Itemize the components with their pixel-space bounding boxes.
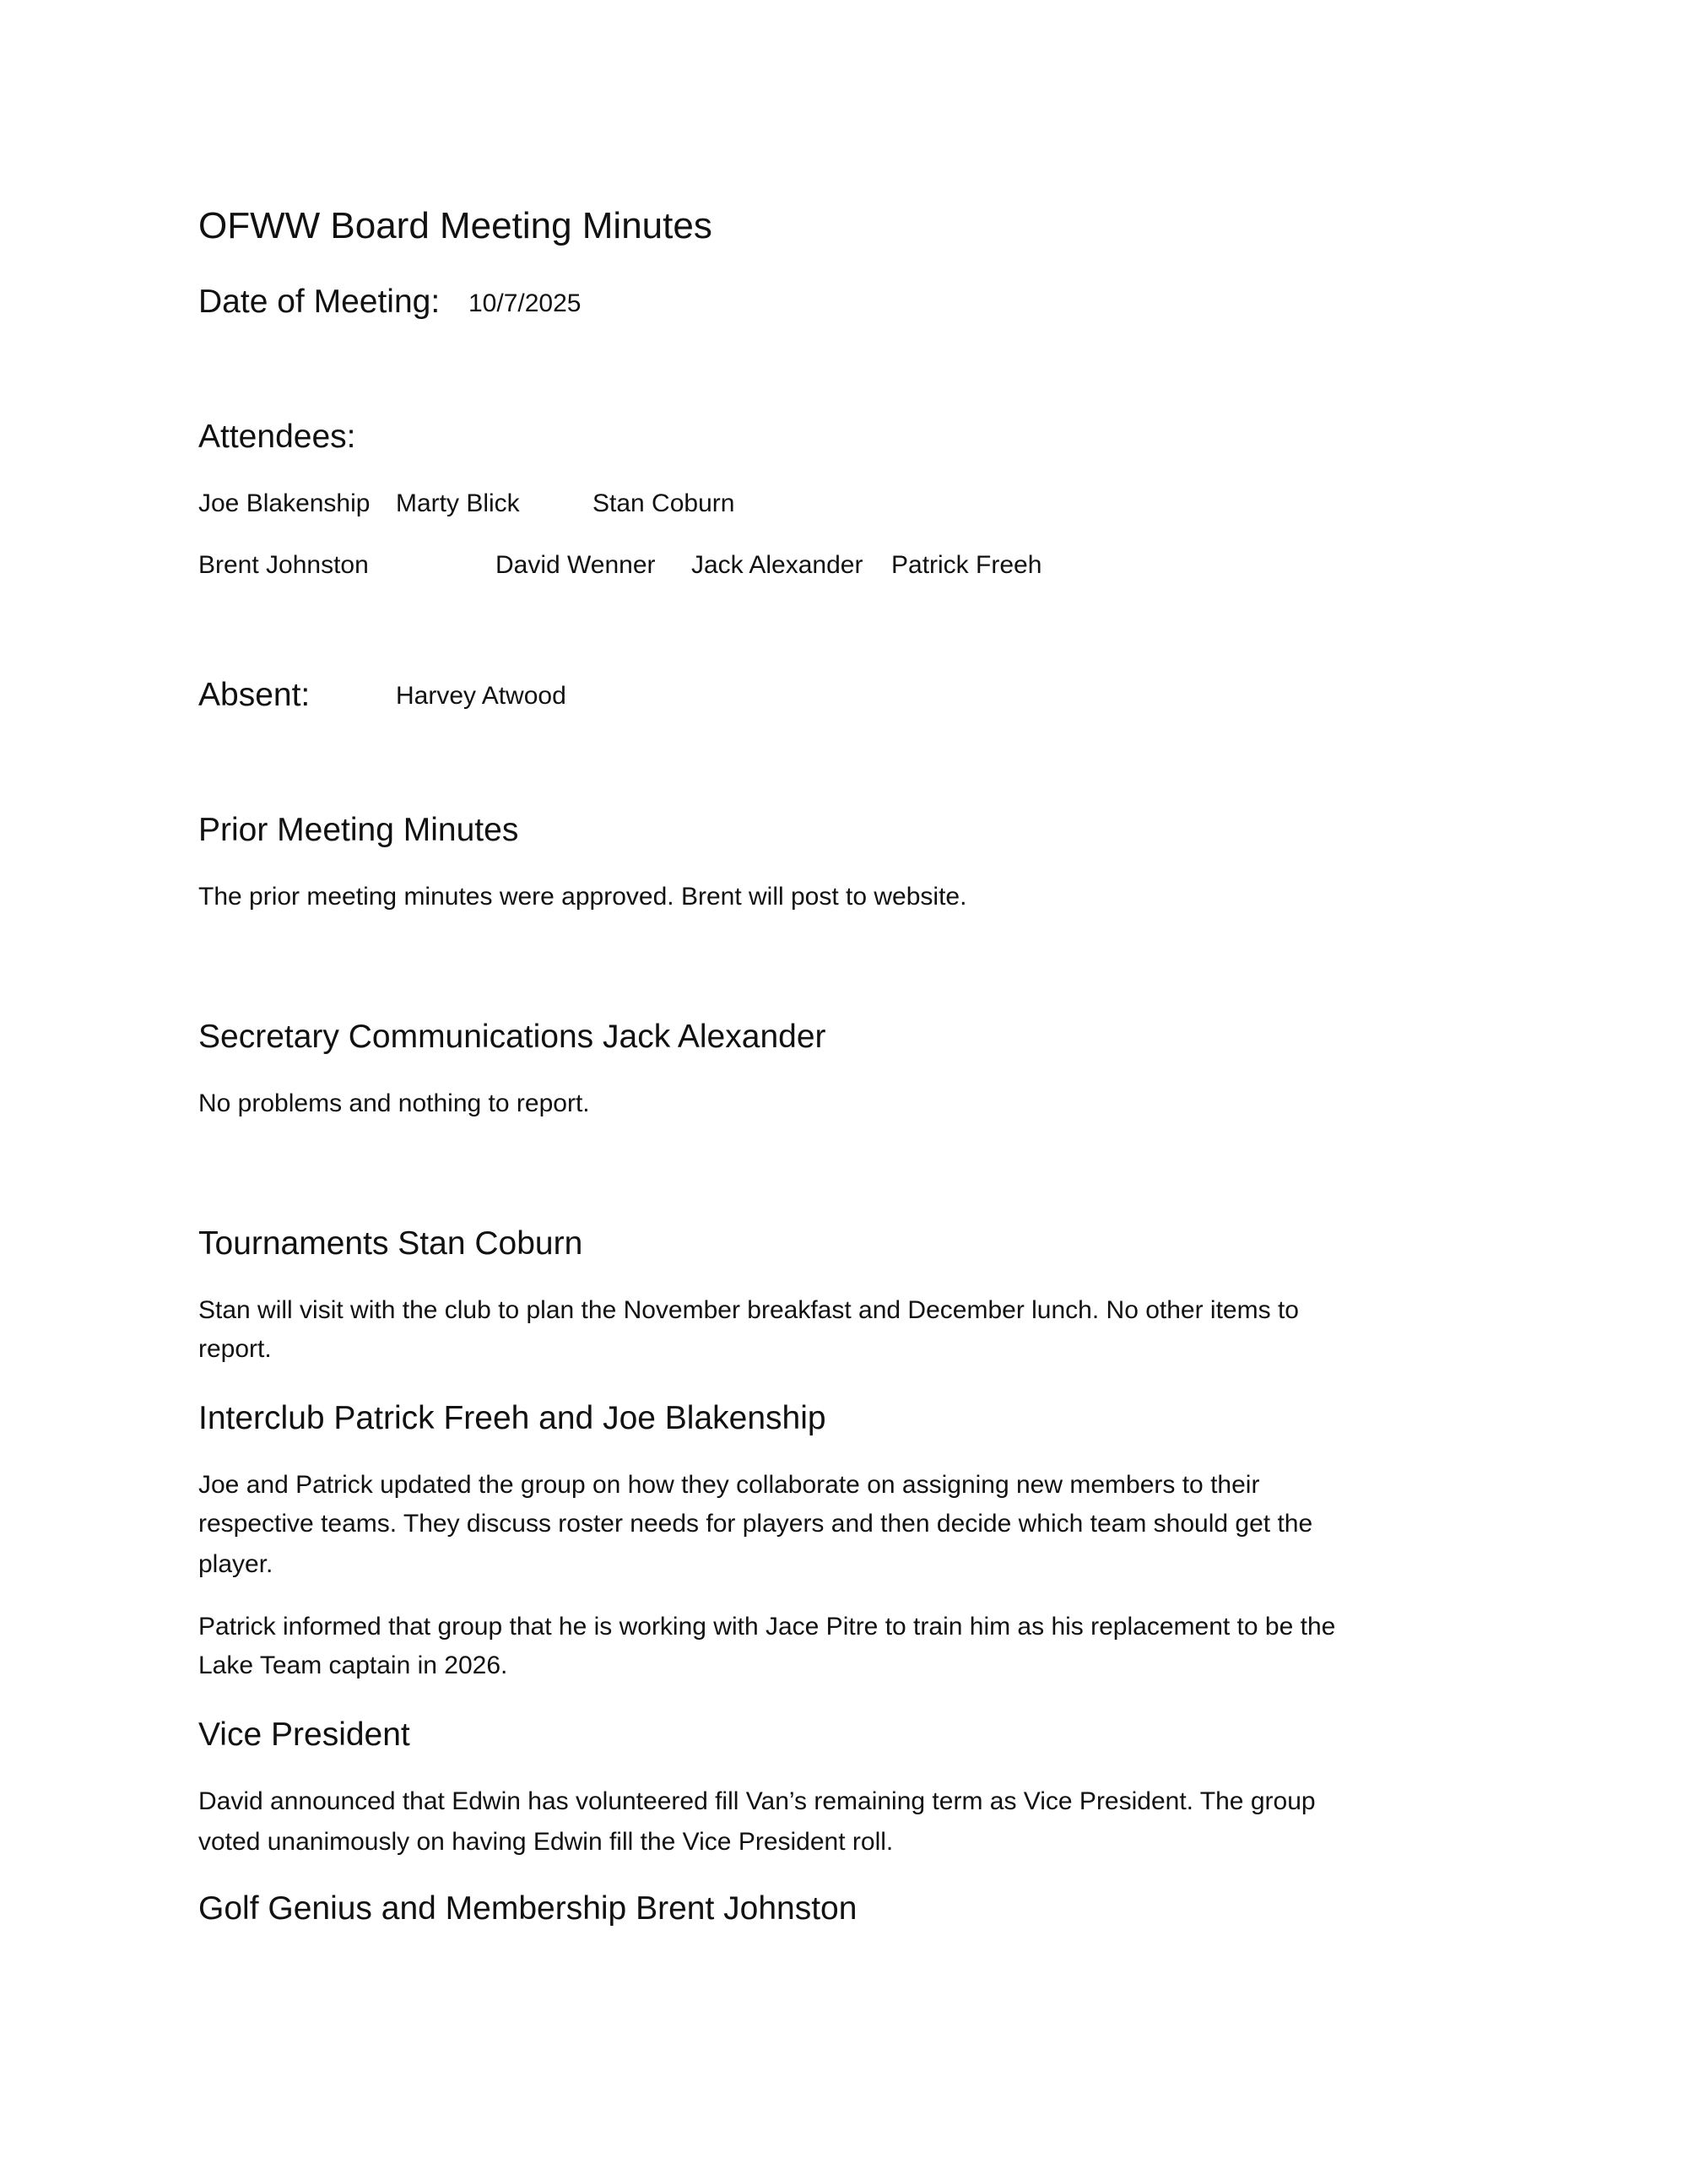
section-heading: Secretary Communications Jack Alexander: [198, 1019, 826, 1055]
section-heading: Golf Genius and Membership Brent Johnston: [198, 1890, 858, 1927]
section-heading: Prior Meeting Minutes: [198, 812, 519, 848]
section-text: voted unanimously on having Edwin fill the Vice President roll.: [198, 1828, 894, 1856]
date-label: Date of Meeting:: [198, 284, 441, 320]
section-text: The prior meeting minutes were approved. Brent will post to website.: [198, 883, 967, 911]
attendee-name: Brent Johnston: [198, 551, 369, 579]
section-heading: Interclub Patrick Freeh and Joe Blakenship: [198, 1400, 826, 1436]
date-value: 10/7/2025: [468, 289, 582, 317]
section-text: respective teams. They discuss roster needs for players and then decide which team should get the: [198, 1510, 1313, 1538]
absent-heading: Absent:: [198, 677, 311, 713]
section-text: Lake Team captain in 2026.: [198, 1652, 508, 1679]
document-title: OFWW Board Meeting Minutes: [198, 205, 712, 246]
absent-name: Harvey Atwood: [396, 682, 566, 710]
attendee-name: Stan Coburn: [592, 489, 735, 517]
section-text: Joe and Patrick updated the group on how they collaborate on assigning new members to their: [198, 1471, 1260, 1499]
attendee-name: David Wenner: [495, 551, 656, 579]
section-heading: Tournaments Stan Coburn: [198, 1225, 583, 1262]
section-text: report.: [198, 1335, 272, 1363]
section-text: player.: [198, 1550, 273, 1578]
attendee-name: Marty Blick: [396, 489, 520, 517]
section-text: No problems and nothing to report.: [198, 1089, 590, 1117]
section-text: Patrick informed that group that he is working with Jace Pitre to train him as his replacement to be the: [198, 1613, 1336, 1641]
section-text: Stan will visit with the club to plan the November breakfast and December lunch. No other items to: [198, 1296, 1299, 1324]
attendees-heading: Attendees:: [198, 419, 356, 455]
section-text: David announced that Edwin has volunteered fill Van’s remaining term as Vice President. The group: [198, 1787, 1316, 1815]
attendee-name: Jack Alexander: [691, 551, 863, 579]
attendee-name: Patrick Freeh: [891, 551, 1042, 579]
attendee-name: Joe Blakenship: [198, 489, 371, 517]
section-heading: Vice President: [198, 1716, 410, 1753]
